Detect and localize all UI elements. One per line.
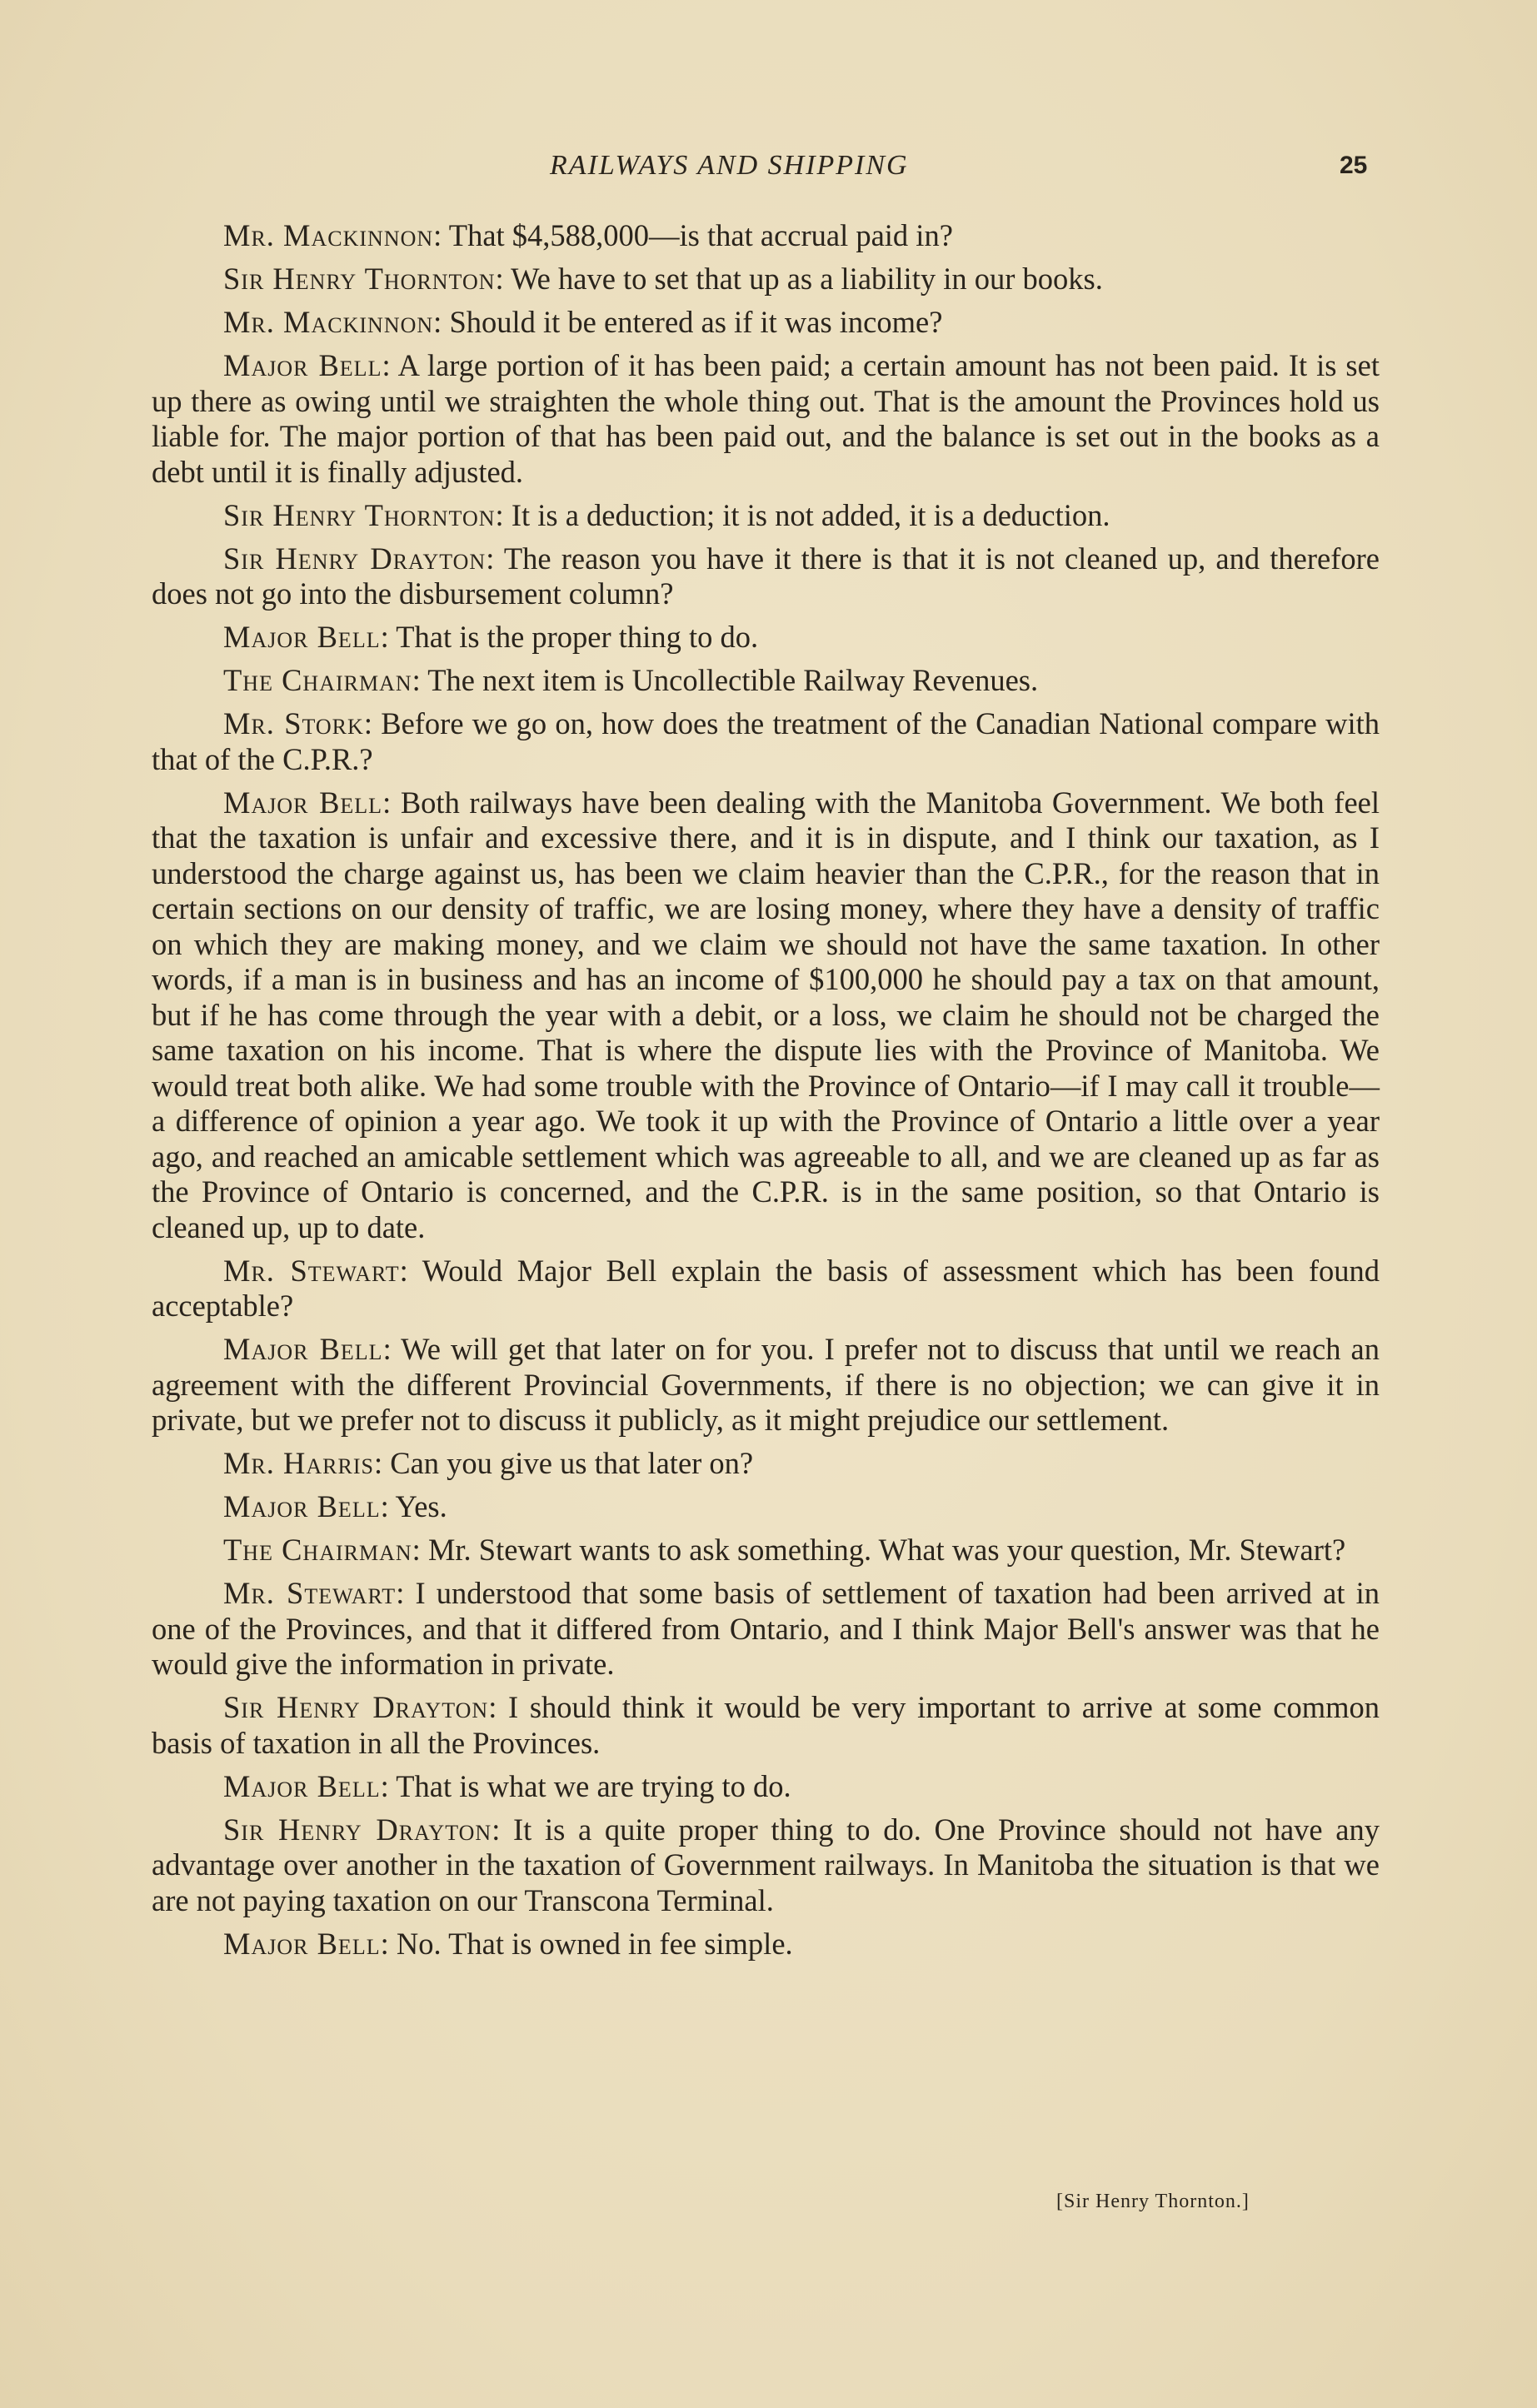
speech-paragraph: Major Bell: Yes.: [223, 1489, 447, 1523]
speaker-name: Major Bell: [223, 348, 382, 382]
catchword: [Sir Henry Thornton.]: [1056, 2191, 1250, 2212]
speech-paragraph: Mr. Stewart: I understood that some basis of settlement of taxation had been arrived at in one of the Provinces, and that it differed from Ontario, and I think Major Bell's answer was that he would give the information in private.: [152, 1576, 1380, 1681]
speech-text: That $4,588,000—is that accrual paid in?: [448, 218, 953, 252]
speech-text: The next item is Uncollectible Railway Revenues.: [427, 663, 1039, 697]
speaker-name: Sir Henry Drayton: [223, 1812, 492, 1847]
speech-text: I should think it would be very important to arrive at some common basis of taxation in all the Provinces.: [152, 1690, 1380, 1760]
speaker-name: Major Bell: [223, 785, 383, 820]
speaker-name: Major Bell: [223, 1768, 381, 1803]
speech-text: It is a quite proper thing to do. One Province should not have any advantage over another in the taxation of Government railways. In Manitoba the situation is that we are not paying taxation on our Transcona Terminal.: [152, 1812, 1380, 1917]
speech-text: No. That is owned in fee simple.: [396, 1926, 793, 1961]
speech-text: The reason you have it there is that it is not cleaned up, and therefore does not go into the disbursement column?: [152, 541, 1380, 611]
speech-text: Should it be entered as if it was income?: [449, 305, 943, 339]
speech-paragraph: Mr. Stewart: Would Major Bell explain the basis of assessment which has been found acceptable?: [152, 1253, 1380, 1323]
speaker-name: Major Bell: [223, 1489, 381, 1523]
speech-text: That is what we are trying to do.: [396, 1768, 791, 1803]
speech-paragraph: Sir Henry Drayton: I should think it would be very important to arrive at some common basis of taxation in all the Provinces.: [152, 1690, 1380, 1760]
speech-paragraph: Major Bell: That is what we are trying to do.: [223, 1768, 791, 1803]
speech-text: Yes.: [395, 1489, 447, 1523]
speaker-name: Sir Henry Drayton: [223, 1690, 489, 1724]
speech-paragraph: Major Bell: That is the proper thing to do.: [223, 620, 759, 654]
speech-paragraph: Mr. Stork: Before we go on, how does the treatment of the Canadian National compare with that of the C.P.R.?: [152, 706, 1380, 776]
page-header: [0, 150, 1537, 192]
speaker-name: Mr. Stork: [223, 706, 364, 740]
speech-text: Can you give us that later on?: [390, 1446, 754, 1480]
speech-paragraph: Mr. Harris: Can you give us that later on?: [223, 1446, 754, 1480]
speaker-name: Major Bell: [223, 1926, 381, 1961]
speaker-name: Sir Henry Drayton: [223, 541, 487, 576]
speaker-name: Mr. Stewart: [223, 1576, 397, 1610]
speaker-name: Major Bell: [223, 1332, 383, 1366]
speech-paragraph: Sir Henry Thornton: It is a deduction; it is not added, it is a deduction.: [223, 497, 1110, 532]
speech-text: It is a deduction; it is not added, it is a deduction.: [511, 497, 1110, 532]
speech-paragraph: Mr. Mackinnon: Should it be entered as if it was income?: [223, 305, 943, 339]
speech-text: Both railways have been dealing with the Manitoba Government. We both feel that the taxation is unfair and excessive there, and it is in dispute, and I think our taxation, as I understood the charge against us, has been we claim heavier than the C.P.R., for the reason that in certain sections on our density of traffic, we are losing money, where they have a density of traffic on which they are making money, and we claim we should not have the same taxation. In other words, if a man is in business and has an income of $100,000 he should pay a tax on that amount, but if he has come through the year with a debit, or a loss, we claim he should not be charged the same taxation on his income. That is where the dispute lies with the Province of Manitoba. We would treat both alike. We had some trouble with the Province of Ontario—if I may call it trouble—a difference of opinion a year ago. We took it up with the Province of Ontario a little over a year ago, and reached an amicable settlement which was agreeable to all, and we are cleaned up as far as the Province of Ontario is concerned, and the C.P.R. is in the same position, so that Ontario is cleaned up, up to date.: [152, 785, 1380, 1244]
speech-paragraph: Sir Henry Drayton: The reason you have it there is that it is not cleaned up, and therefore does not go into the disbursement column?: [152, 541, 1380, 611]
speech-text: Before we go on, how does the treatment of the Canadian National compare with that of the C.P.R.?: [152, 706, 1380, 776]
speech-paragraph: Sir Henry Drayton: It is a quite proper thing to do. One Province should not have any advantage over another in the taxation of Government railways. In Manitoba the situation is that we are not paying taxation on our Transcona Terminal.: [152, 1812, 1380, 1917]
speaker-name: The Chairman: [223, 663, 412, 697]
speech-paragraph: The Chairman: The next item is Uncollectible Railway Revenues.: [223, 663, 1039, 697]
speaker-name: Sir Henry Thornton: [223, 497, 496, 532]
speaker-name: Sir Henry Thornton: [223, 262, 496, 296]
speaker-name: Mr. Stewart: [223, 1253, 400, 1288]
speaker-name: Mr. Harris: [223, 1446, 374, 1480]
speech-paragraph: Mr. Mackinnon: That $4,588,000—is that accrual paid in?: [223, 218, 953, 252]
speech-text: Mr. Stewart wants to ask something. What was your question, Mr. Stewart?: [427, 1533, 1346, 1567]
speech-text: We will get that later on for you. I prefer not to discuss that until we reach an agreement with the different Provincial Governments, if there is no objection; we can give it in private, but we prefer not to discuss it publicly, as it might prejudice our settlement.: [152, 1332, 1380, 1437]
speech-paragraph: Major Bell: Both railways have been dealing with the Manitoba Government. We both feel that the taxation is unfair and excessive there, and it is in dispute, and I think our taxation, as I understood the charge against us, has been we claim heavier than the C.P.R., for the reason that in certain sections on our density of traffic, we are losing money, where they have a density of traffic on which they are making money, and we claim we should not have the same taxation. In other words, if a man is in business and has an income of $100,000 he should pay a tax on that amount, but if he has come through the year with a debit, or a loss, we claim he should not be charged the same taxation on his income. That is where the dispute lies with the Province of Manitoba. We would treat both alike. We had some trouble with the Province of Ontario—if I may call it trouble—a difference of opinion a year ago. We took it up with the Province of Ontario a little over a year ago, and reached an amicable settlement which was agreeable to all, and we are cleaned up as far as the Province of Ontario is concerned, and the C.P.R. is in the same position, so that Ontario is cleaned up, up to date.: [152, 785, 1380, 1244]
transcript-body: [152, 218, 1380, 1970]
speech-text: Would Major Bell explain the basis of assessment which has been found acceptable?: [152, 1253, 1380, 1323]
speaker-name: Mr. Mackinnon: [223, 218, 434, 252]
running-head: RAILWAYS AND SHIPPING: [550, 150, 909, 181]
speech-text: A large portion of it has been paid; a certain amount has not been paid. It is set up there as owing until we straighten the whole thing out. That is the amount the Provinces hold us liable for. The major portion of that has been paid out, and the balance is set out in the books as a debt until it is finally adjusted.: [152, 348, 1380, 489]
speech-paragraph: Major Bell: No. That is owned in fee simple.: [223, 1926, 793, 1961]
speaker-name: The Chairman: [223, 1533, 412, 1567]
page-number: 25: [1340, 152, 1368, 179]
speech-paragraph: Sir Henry Thornton: We have to set that up as a liability in our books.: [223, 262, 1103, 296]
speech-paragraph: The Chairman: Mr. Stewart wants to ask something. What was your question, Mr. Stewart?: [223, 1533, 1346, 1567]
speech-paragraph: Major Bell: We will get that later on for you. I prefer not to discuss that until we reach an agreement with the different Provincial Governments, if there is no objection; we can give it in private, but we prefer not to discuss it publicly, as it might prejudice our settlement.: [152, 1332, 1380, 1437]
speaker-name: Major Bell: [223, 620, 381, 654]
speech-text: That is the proper thing to do.: [396, 620, 759, 654]
speech-paragraph: Major Bell: A large portion of it has been paid; a certain amount has not been paid. It is set up there as owing until we straighten the whole thing out. That is the amount the Provinces hold us liable for. The major portion of that has been paid out, and the balance is set out in the books as a debt until it is finally adjusted.: [152, 348, 1380, 489]
speech-text: I understood that some basis of settlement of taxation had been arrived at in one of the Provinces, and that it differed from Ontario, and I think Major Bell's answer was that he would give the information in private.: [152, 1576, 1380, 1681]
speaker-name: Mr. Mackinnon: [223, 305, 434, 339]
speech-text: We have to set that up as a liability in our books.: [511, 262, 1103, 296]
